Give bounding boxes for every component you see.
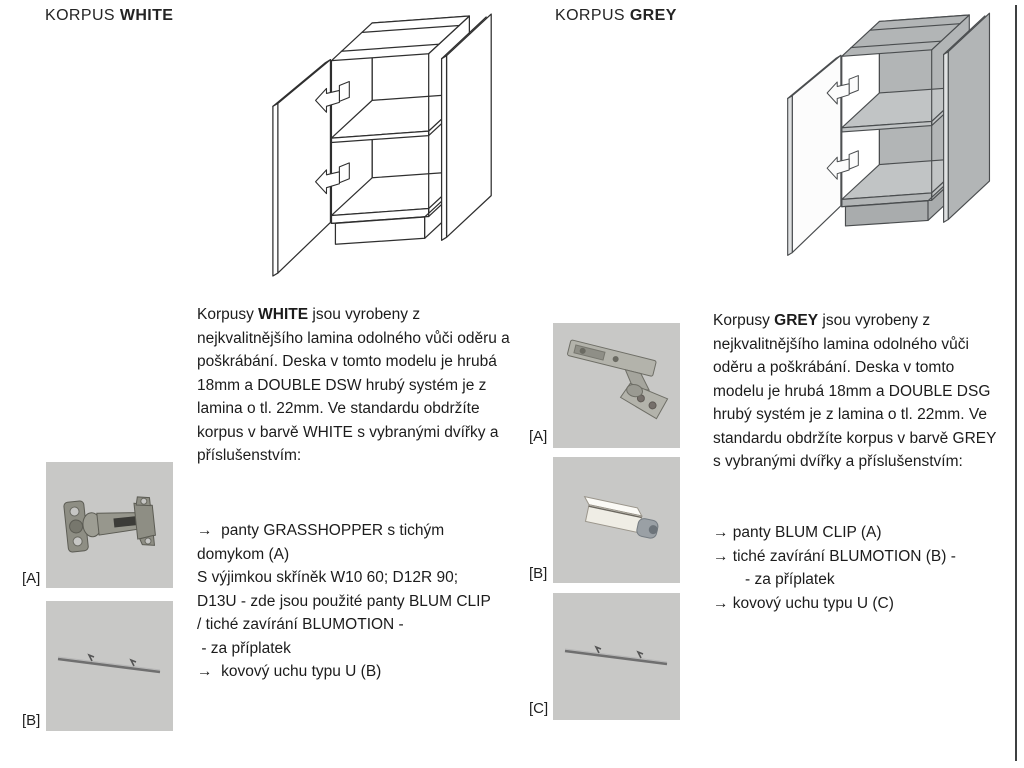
bullet-line: - za příplatek (197, 639, 291, 657)
title-prefix: KORPUS (555, 7, 630, 24)
para-bold: GREY (774, 312, 819, 329)
hardware-label: [A] (529, 428, 548, 445)
para-prefix: Korpusy (713, 312, 775, 329)
para-bold: WHITE (258, 306, 309, 323)
bullet-line: → panty BLUM CLIP (A) (713, 524, 882, 541)
section-title-grey (555, 7, 677, 25)
para-rest: jsou vyrobeny z nejkvalitnějšího lamina odolného vůči oděru a poškrábání. Deska v tomto modelu je hrubá 18mm a DOUBLE DSG hrubý systém je z lamina o tl. 22mm. Ve standardu obdržíte korpus v barvě GREY s vybranými dvířky a příslušenstvím: (713, 312, 1001, 470)
hardware-label: [B] (22, 712, 41, 729)
handle-u-icon (553, 593, 680, 720)
bullet-list-grey (713, 521, 1013, 615)
title-bold: WHITE (119, 7, 174, 24)
hardware-label: [A] (22, 570, 41, 587)
hinge-grasshopper-icon (46, 462, 173, 588)
bullet-list-white (197, 519, 499, 684)
bullet-line: → kovový uchu typu U (B) (197, 663, 382, 680)
hinge-blum-clip-icon (553, 323, 680, 448)
photo-hinge-blum-clip (553, 323, 680, 448)
description-white (197, 303, 515, 468)
handle-u-icon (46, 601, 173, 731)
hardware-label: [C] (529, 700, 549, 717)
section-title-white (45, 7, 173, 25)
photo-handle-u (46, 601, 173, 731)
bullet-line: - za příplatek (745, 571, 835, 588)
bullet-line: S výjimkou skříněk W10 60; D12R 90; D13U - zde jsou použité panty BLUM CLIP / tiché zavírání BLUMOTION - (197, 569, 495, 633)
bullet-line: → kovový uchu typu U (C) (713, 594, 894, 612)
para-prefix: Korpusy (197, 306, 259, 323)
bullet-line: → tiché zavírání BLUMOTION (B) - (713, 547, 956, 565)
cabinet-illustration-white (260, 4, 518, 292)
description-grey (713, 309, 1000, 474)
photo-hinge-grasshopper (46, 462, 173, 588)
title-prefix: KORPUS (45, 7, 120, 24)
photo-handle-u (553, 593, 680, 720)
hardware-label: [B] (529, 565, 548, 582)
cabinet-illustration-grey (775, 4, 1015, 270)
damper-blumotion-icon (553, 457, 680, 583)
page-divider-rule (1015, 5, 1017, 761)
bullet-line: → panty GRASSHOPPER s tichým domykom (A) (197, 522, 449, 563)
title-bold: GREY (629, 7, 677, 24)
para-rest: jsou vyrobeny z nejkvalitnějšího lamina odolného vůči oděru a poškrábání. Deska v tomto modelu je hrubá 18mm a DOUBLE DSW hrubý systém je z lamina o tl. 22mm. Ve standardu obdržíte korpus v barvě WHITE s vybranými dvířky a příslušenstvím: (197, 306, 515, 464)
photo-damper-blumotion (553, 457, 680, 583)
